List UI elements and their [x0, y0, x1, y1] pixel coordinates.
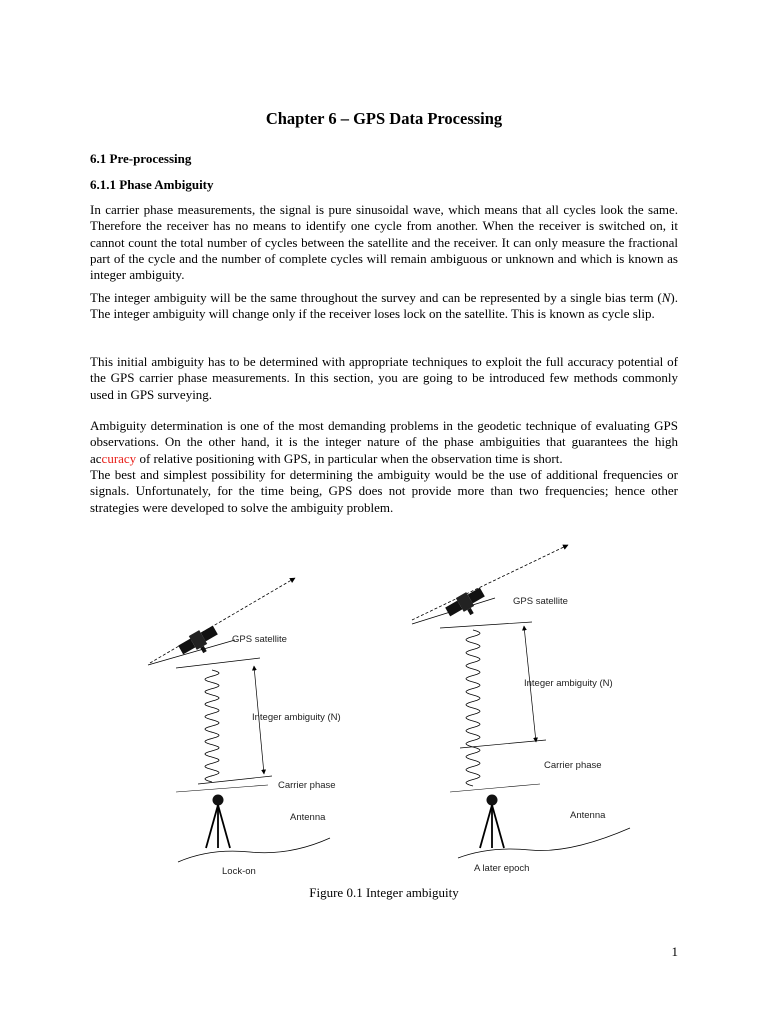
chapter-title: Chapter 6 – GPS Data Processing — [265, 109, 503, 128]
bias-term-symbol: N — [661, 290, 671, 305]
satellite-icon — [444, 585, 490, 624]
carrier-phase-line — [198, 776, 272, 784]
satellite-label: GPS satellite — [513, 596, 568, 607]
paragraph-text: The integer ambiguity will be the same throughout the survey and can be represented by a single bias term ( — [90, 290, 662, 305]
paragraph-text: Ambiguity determination is one of the most demanding problems in the geodetic technique of evaluating GPS observations. On the other hand, it is the integer nature of the phase ambiguities that guarantees the high ac — [90, 418, 678, 466]
antenna-label: Antenna — [570, 810, 606, 821]
epoch-label: Lock-on — [222, 866, 256, 877]
paragraph-integer-ambiguity — [90, 290, 678, 323]
carrier-wave — [466, 630, 480, 786]
highlighted-text: curacy — [101, 450, 137, 466]
antenna-label: Antenna — [290, 812, 326, 823]
satellite-phase-line — [440, 622, 532, 628]
ambiguity-label: Integer ambiguity (N) — [252, 712, 341, 723]
paragraph-initial-ambiguity: This initial ambiguity has to be determined with appropriate techniques to exploit the full accuracy potential of the GPS carrier phase measurements. In this section, you are going to be introduced few methods commonly used in GPS surveying. — [90, 354, 678, 402]
integer-ambiguity-figure — [140, 530, 640, 890]
reference-line — [450, 784, 540, 792]
figure-caption: Figure 0.1 Integer ambiguity — [309, 885, 459, 900]
satellite-icon — [177, 623, 223, 662]
page-number: 1 — [671, 944, 678, 959]
antenna-icon — [206, 795, 230, 849]
epoch-label: A later epoch — [474, 863, 530, 874]
carrier-phase-line — [460, 740, 546, 748]
later-epoch-panel — [412, 545, 630, 874]
antenna-icon — [480, 795, 504, 849]
ambiguity-label: Integer ambiguity (N) — [524, 678, 613, 689]
ground-line — [178, 838, 330, 862]
paragraph-additional-frequencies: The best and simplest possibility for determining the ambiguity would be the use of additional frequencies or signals. Unfortunately, for the time being, GPS does not provide more than two frequencies; hence other strategies were developed to solve the ambiguity problem. — [90, 467, 678, 515]
satellite-phase-line — [176, 658, 260, 668]
section-heading: 6.1 Pre-processing — [90, 151, 192, 166]
satellite-motion-arrow — [412, 545, 568, 620]
satellite-label: GPS satellite — [232, 634, 287, 645]
satellite-motion-arrow — [150, 578, 295, 663]
carrier-wave — [205, 670, 219, 782]
paragraph-text: ). The integer ambiguity will change only if the receiver loses lock on the satellite. This is known as cycle slip. — [90, 290, 678, 322]
paragraph-text: of relative positioning with GPS, in particular when the observation time is short. — [136, 450, 563, 466]
lock-on-panel — [148, 578, 341, 877]
paragraph-ambiguity-determination — [90, 418, 678, 467]
reference-line — [176, 785, 268, 792]
carrier-phase-label: Carrier phase — [544, 760, 602, 771]
subsection-heading: 6.1.1 Phase Ambiguity — [90, 177, 214, 192]
paragraph-carrier-phase: In carrier phase measurements, the signal is pure sinusoidal wave, which means that all cycles look the same. Therefore the receiver has no means to identify one cycle from another. When the receiver is switched on, it cannot count the total number of cycles between the satellite and the receiver. It can only measure the fractional part of the cycle and the number of complete cycles will remain ambiguous or unknown and which is known as integer ambiguity. — [90, 202, 678, 283]
carrier-phase-label: Carrier phase — [278, 780, 336, 791]
